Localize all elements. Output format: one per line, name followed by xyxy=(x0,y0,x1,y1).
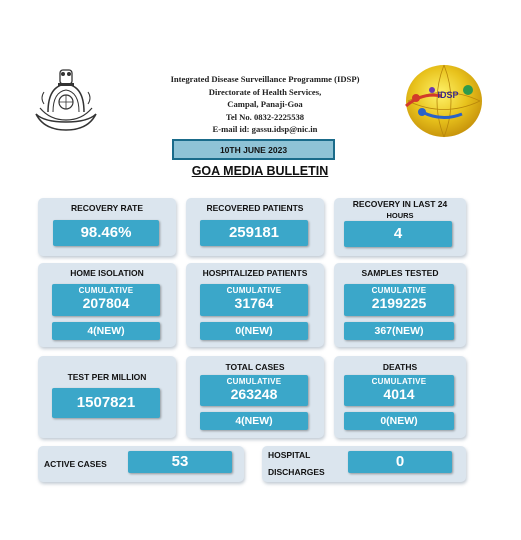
card-hospital-discharges xyxy=(262,446,466,482)
card-total-cases xyxy=(186,356,324,438)
card-recovered-patients xyxy=(186,198,324,256)
card-recovery-rate xyxy=(38,198,176,256)
deaths-cumulative-value: 4014 xyxy=(383,386,415,402)
recovered-patients-title: RECOVERED PATIENTS xyxy=(206,203,304,213)
hospital-discharges-title xyxy=(268,447,325,481)
hospitalized-new-value: 0(NEW) xyxy=(200,322,308,340)
page-title: GOA MEDIA BULLETIN xyxy=(191,164,329,178)
hospitalized-cumulative-box xyxy=(200,284,308,316)
card-test-per-million xyxy=(38,356,176,438)
samples-tested-cumulative-box xyxy=(344,284,454,316)
recovered-patients-value: 259181 xyxy=(200,220,308,246)
card-home-isolation xyxy=(38,263,176,347)
home-isolation-cumulative-value: 207804 xyxy=(82,295,130,311)
samples-tested-cumulative-label: CUMULATIVE xyxy=(371,286,427,295)
recovery-last-24-title-line1: RECOVERY IN LAST 24 xyxy=(352,199,448,209)
hospital-discharges-title-line2: DISCHARGES xyxy=(268,467,325,477)
home-isolation-cumulative-label: CUMULATIVE xyxy=(78,286,134,295)
hospital-discharges-title-line1: HOSPITAL xyxy=(268,450,311,460)
deaths-title: DEATHS xyxy=(382,362,418,372)
total-cases-cumulative-box xyxy=(200,375,308,406)
total-cases-new-value: 4(NEW) xyxy=(200,412,308,430)
government-emblem-icon xyxy=(30,64,102,136)
hospitalized-cumulative-value: 31764 xyxy=(234,295,274,311)
test-per-million-title: TEST PER MILLION xyxy=(67,372,147,382)
date-banner xyxy=(172,139,335,160)
card-recovery-last-24 xyxy=(334,198,466,256)
header-line-programme: Integrated Disease Surveillance Programme (IDSP) xyxy=(170,74,360,84)
recovery-last-24-title xyxy=(334,199,466,221)
hospitalized-cumulative-label: CUMULATIVE xyxy=(226,286,282,295)
card-active-cases xyxy=(38,446,244,482)
deaths-new-value: 0(NEW) xyxy=(344,412,454,430)
recovery-rate-value: 98.46% xyxy=(53,220,159,246)
header-text xyxy=(120,73,410,136)
recovery-last-24-title-line2: HOURS xyxy=(386,211,414,220)
samples-tested-cumulative-value: 2199225 xyxy=(371,295,427,311)
idsp-logo-text: IDSP xyxy=(437,90,459,100)
card-deaths xyxy=(334,356,466,438)
total-cases-cumulative-value: 263248 xyxy=(230,386,278,402)
total-cases-title: TOTAL CASES xyxy=(225,362,285,372)
header-line-address: Campal, Panaji-Goa xyxy=(227,99,303,110)
bulletin-date: 10TH JUNE 2023 xyxy=(219,144,288,155)
samples-tested-new-value: 367(NEW) xyxy=(344,322,454,340)
active-cases-title: ACTIVE CASES xyxy=(44,459,107,469)
header-line-directorate: Directorate of Health Services, xyxy=(208,86,322,97)
home-isolation-title: HOME ISOLATION xyxy=(70,268,144,278)
card-samples-tested xyxy=(334,263,466,347)
samples-tested-title: SAMPLES TESTED xyxy=(361,268,439,278)
active-cases-value: 53 xyxy=(128,451,232,473)
idsp-logo-icon xyxy=(402,62,486,140)
recovery-rate-title: RECOVERY RATE xyxy=(70,203,144,213)
hospital-discharges-value: 0 xyxy=(348,451,452,473)
home-isolation-cumulative-box xyxy=(52,284,160,316)
deaths-cumulative-label: CUMULATIVE xyxy=(371,377,427,386)
header-line-phone: Tel No. 0832-2225538 xyxy=(225,111,305,122)
deaths-cumulative-box xyxy=(344,375,454,406)
total-cases-cumulative-label: CUMULATIVE xyxy=(226,377,282,386)
home-isolation-new-value: 4(NEW) xyxy=(52,322,160,340)
header-line-email: E-mail id: gassu.idsp@nic.in xyxy=(212,124,318,135)
recovery-last-24-value: 4 xyxy=(344,221,452,247)
card-hospitalized-patients xyxy=(186,263,324,347)
hospitalized-patients-title: HOSPITALIZED PATIENTS xyxy=(202,268,308,278)
test-per-million-value: 1507821 xyxy=(52,388,160,418)
